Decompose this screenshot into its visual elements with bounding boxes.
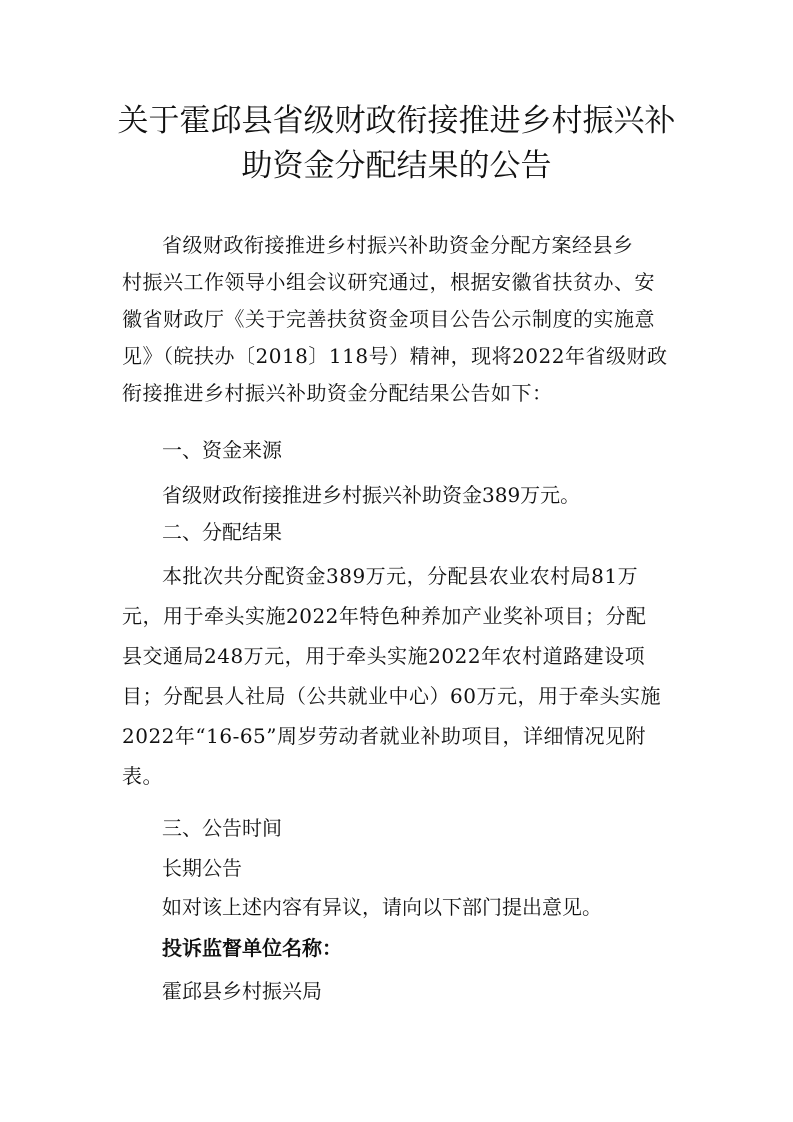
intro-line: 徽省财政厅《关于完善扶贫资金项目公告公示制度的实施意 <box>122 307 655 331</box>
allocation-line: 元，用于牵头实施2022年特色种养加产业奖补项目；分配 <box>122 604 647 628</box>
allocation-line: 县交通局248万元，用于牵头实施2022年农村道路建设项 <box>122 644 646 668</box>
document-title-line-1: 关于霍邱县省级财政衔接推进乡村振兴补 <box>117 103 676 139</box>
section-heading-announcement-period: 三、公告时间 <box>162 816 282 840</box>
intro-line: 见》（皖扶办〔2018〕118号）精神，现将2022年省级财政 <box>122 344 668 368</box>
allocation-line: 本批次共分配资金389万元，分配县农业农村局81万 <box>162 564 639 588</box>
intro-line: 省级财政衔接推进乡村振兴补助资金分配方案经县乡 <box>162 233 634 257</box>
objection-text: 如对该上述内容有异议，请向以下部门提出意见。 <box>162 895 602 919</box>
document-title-line-2: 助资金分配结果的公告 <box>241 148 552 184</box>
announcement-period-text: 长期公告 <box>162 856 242 880</box>
section-heading-funding-source: 一、资金来源 <box>162 438 282 462</box>
allocation-line: 2022年“16-65”周岁劳动者就业补助项目，详细情况见附 <box>122 724 647 748</box>
intro-line: 衔接推进乡村振兴补助资金分配结果公告如下： <box>122 381 553 405</box>
allocation-line: 表。 <box>122 764 163 788</box>
funding-source-text: 省级财政衔接推进乡村振兴补助资金389万元。 <box>162 483 581 507</box>
complaint-unit-label: 投诉监督单位名称： <box>162 936 342 960</box>
complaint-unit-name: 霍邱县乡村振兴局 <box>162 979 322 1003</box>
section-heading-allocation-result: 二、分配结果 <box>162 520 282 544</box>
allocation-line: 目；分配县人社局（公共就业中心）60万元，用于牵头实施 <box>122 684 661 708</box>
intro-line: 村振兴工作领导小组会议研究通过，根据安徽省扶贫办、安 <box>122 270 655 294</box>
